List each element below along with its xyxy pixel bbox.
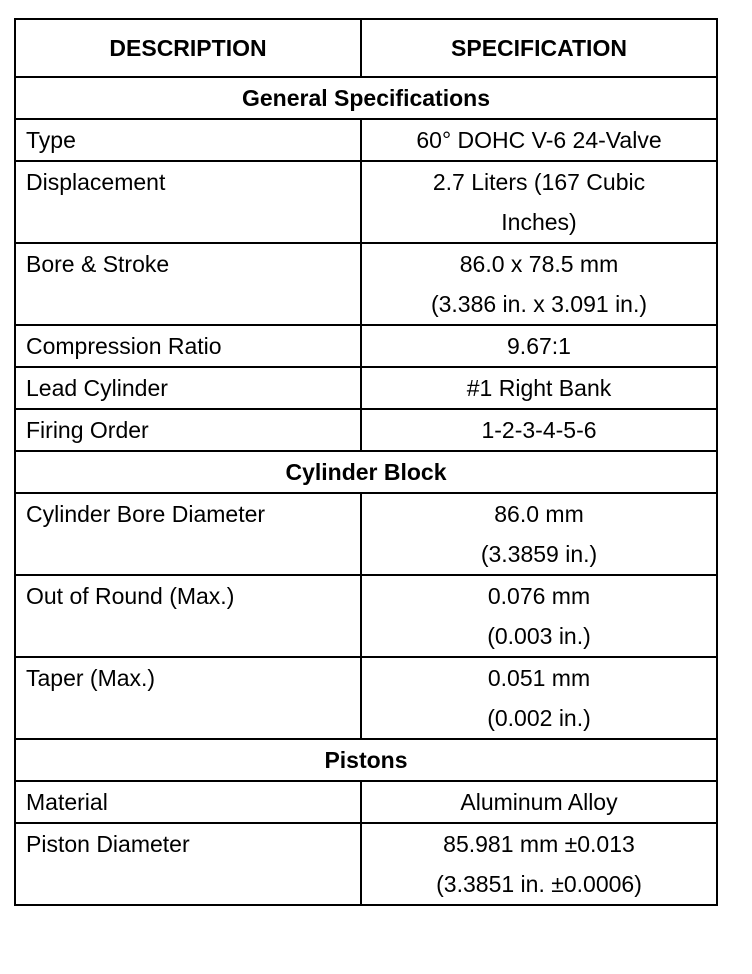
table-row-firing-order [15,409,717,451]
row-value-bore-stroke-line2: (3.386 in. x 3.091 in.) [430,291,648,317]
table-row-displacement [15,161,717,243]
row-value-firing-order: 1-2-3-4-5-6 [361,409,717,451]
specifications-table [14,18,718,906]
row-value-bore-diameter-line2: (3.3859 in.) [480,541,598,567]
section-row-block [15,451,717,493]
row-value-piston-diameter [361,823,717,905]
description-header: DESCRIPTION [15,19,361,77]
row-label-piston-diameter: Piston Diameter [15,823,361,905]
row-value-bore-stroke-line1: 86.0 x 78.5 mm [459,251,619,277]
row-value-bore-diameter [361,493,717,575]
row-value-bore-diameter-line1: 86.0 mm [494,501,584,527]
row-label-material: Material [15,781,361,823]
table-row-material [15,781,717,823]
row-value-type: 60° DOHC V-6 24-Valve [361,119,717,161]
row-value-out-of-round-line1: 0.076 mm [487,583,591,609]
row-value-lead-cylinder: #1 Right Bank [361,367,717,409]
row-value-out-of-round-line2: (0.003 in.) [487,623,591,649]
row-value-displacement-line1: 2.7 Liters (167 Cubic [432,169,646,195]
row-label-firing-order: Firing Order [15,409,361,451]
section-title-general: General Specifications [15,77,717,119]
row-label-bore-stroke: Bore & Stroke [15,243,361,325]
row-value-compression: 9.67:1 [361,325,717,367]
section-row-pistons [15,739,717,781]
table-row-type [15,119,717,161]
table-row-lead-cylinder [15,367,717,409]
row-value-material: Aluminum Alloy [361,781,717,823]
section-title-block: Cylinder Block [15,451,717,493]
row-value-out-of-round [361,575,717,657]
row-label-compression: Compression Ratio [15,325,361,367]
row-label-lead-cylinder: Lead Cylinder [15,367,361,409]
table-row-bore-diameter [15,493,717,575]
row-label-type: Type [15,119,361,161]
table-row-bore-stroke [15,243,717,325]
row-value-piston-diameter-line1: 85.981 mm ±0.013 [443,831,635,857]
section-title-pistons: Pistons [15,739,717,781]
row-value-bore-stroke [361,243,717,325]
specification-header: SPECIFICATION [361,19,717,77]
row-value-piston-diameter-line2: (3.3851 in. ±0.0006) [436,871,642,897]
row-value-taper-line2: (0.002 in.) [487,705,591,731]
row-label-taper: Taper (Max.) [15,657,361,739]
table-row-compression [15,325,717,367]
table-row-piston-diameter [15,823,717,905]
table-row-taper [15,657,717,739]
section-row-general [15,77,717,119]
row-value-taper-line1: 0.051 mm [487,665,591,691]
row-label-bore-diameter: Cylinder Bore Diameter [15,493,361,575]
table-row-out-of-round [15,575,717,657]
row-label-out-of-round: Out of Round (Max.) [15,575,361,657]
row-value-taper [361,657,717,739]
row-value-displacement-line2: Inches) [501,209,577,235]
header-row [15,19,717,77]
row-label-displacement: Displacement [15,161,361,243]
row-value-displacement [361,161,717,243]
